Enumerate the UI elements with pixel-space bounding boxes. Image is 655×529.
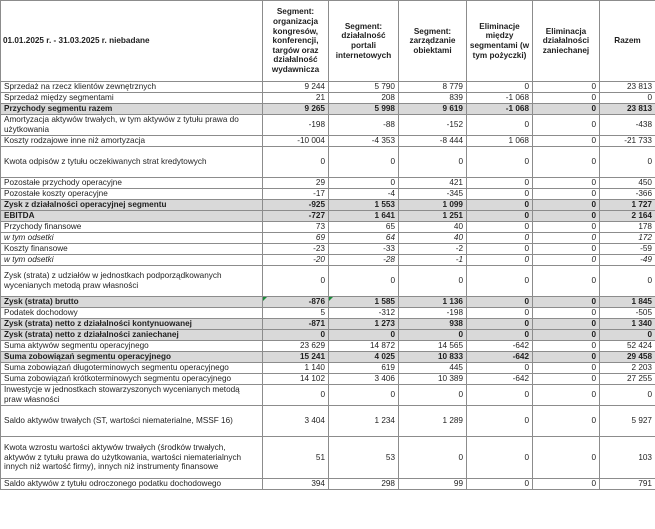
table-row [1, 266, 655, 297]
cell-eliminations: 0 [467, 178, 533, 189]
cell-discontinued: 0 [533, 406, 600, 437]
cell-facilities: 1 289 [399, 406, 467, 437]
cell-total: 1 727 [600, 200, 655, 211]
cell-portals: -4 353 [329, 136, 399, 147]
cell-eliminations: 0 [467, 266, 533, 297]
cell-eliminations: 0 [467, 82, 533, 93]
cell-portals: 0 [329, 385, 399, 406]
cell-portals: 0 [329, 147, 399, 178]
cell-eliminations: 0 [467, 200, 533, 211]
cell-portals: -4 [329, 189, 399, 200]
cell-discontinued: 0 [533, 136, 600, 147]
cell-events: -925 [263, 200, 329, 211]
table-row [1, 93, 655, 104]
cell-eliminations: 0 [467, 115, 533, 136]
cell-facilities: 1 099 [399, 200, 467, 211]
table-row [1, 479, 655, 490]
row-label: Inwestycje w jednostkach stowarzyszonych wycenianych metodą praw własności [1, 385, 263, 406]
cell-facilities: 938 [399, 319, 467, 330]
cell-portals: 0 [329, 178, 399, 189]
cell-events: 29 [263, 178, 329, 189]
row-label: Saldo aktywów z tytułu odroczonego podatku dochodowego [1, 479, 263, 490]
cell-total: 0 [600, 93, 655, 104]
cell-portals: -312 [329, 308, 399, 319]
cell-eliminations: 0 [467, 385, 533, 406]
table-row [1, 233, 655, 244]
cell-total: 2 164 [600, 211, 655, 222]
table-row [1, 211, 655, 222]
cell-facilities: 14 565 [399, 341, 467, 352]
cell-portals: 3 406 [329, 374, 399, 385]
cell-events: 0 [263, 266, 329, 297]
header-row [1, 1, 655, 82]
cell-events: 15 241 [263, 352, 329, 363]
cell-events: 51 [263, 437, 329, 479]
table-row [1, 104, 655, 115]
table-row [1, 189, 655, 200]
cell-total: 103 [600, 437, 655, 479]
cell-portals: 1 553 [329, 200, 399, 211]
period-header: 01.01.2025 r. - 31.03.2025 r. niebadane [1, 1, 263, 82]
cell-discontinued: 0 [533, 222, 600, 233]
cell-total: 0 [600, 266, 655, 297]
row-label: Suma zobowiązań segmentu operacyjnego [1, 352, 263, 363]
cell-facilities: 1 136 [399, 297, 467, 308]
cell-events: -23 [263, 244, 329, 255]
cell-facilities: -198 [399, 308, 467, 319]
cell-discontinued: 0 [533, 104, 600, 115]
cell-events: -871 [263, 319, 329, 330]
cell-portals: 0 [329, 330, 399, 341]
table-row [1, 82, 655, 93]
cell-events: 9 244 [263, 82, 329, 93]
table-row [1, 330, 655, 341]
table-row [1, 200, 655, 211]
row-label: Pozostałe przychody operacyjne [1, 178, 263, 189]
cell-discontinued: 0 [533, 82, 600, 93]
cell-discontinued: 0 [533, 200, 600, 211]
cell-discontinued: 0 [533, 363, 600, 374]
cell-facilities: 40 [399, 222, 467, 233]
cell-events: 21 [263, 93, 329, 104]
cell-eliminations: 1 068 [467, 136, 533, 147]
cell-events: 0 [263, 385, 329, 406]
cell-events: -198 [263, 115, 329, 136]
cell-eliminations: -1 068 [467, 104, 533, 115]
row-label: w tym odsetki [1, 233, 263, 244]
cell-events: -10 004 [263, 136, 329, 147]
row-label: Koszty rodzajowe inne niż amortyzacja [1, 136, 263, 147]
cell-eliminations: 0 [467, 147, 533, 178]
cell-facilities: 421 [399, 178, 467, 189]
row-label: Kwota odpisów z tytułu oczekiwanych strat kredytowych [1, 147, 263, 178]
row-label: Zysk (strata) z udziałów w jednostkach podporządkowanych wycenianych metodą praw własności [1, 266, 263, 297]
cell-events: 23 629 [263, 341, 329, 352]
cell-facilities: 445 [399, 363, 467, 374]
col-header-portals: Segment: działalność portali internetowych [329, 1, 399, 82]
cell-discontinued: 0 [533, 189, 600, 200]
cell-facilities: -2 [399, 244, 467, 255]
cell-facilities: -1 [399, 255, 467, 266]
cell-facilities: 0 [399, 147, 467, 178]
cell-discontinued: 0 [533, 341, 600, 352]
cell-eliminations: -642 [467, 374, 533, 385]
cell-total: 52 424 [600, 341, 655, 352]
cell-eliminations: 0 [467, 255, 533, 266]
cell-total: -505 [600, 308, 655, 319]
cell-eliminations: 0 [467, 308, 533, 319]
cell-events: -727 [263, 211, 329, 222]
cell-facilities: 10 833 [399, 352, 467, 363]
row-label: EBITDA [1, 211, 263, 222]
row-label: Podatek dochodowy [1, 308, 263, 319]
cell-portals: 5 998 [329, 104, 399, 115]
row-label: Zysk z działalności operacyjnej segmentu [1, 200, 263, 211]
cell-discontinued: 0 [533, 178, 600, 189]
row-label: Saldo aktywów trwałych (ST, wartości niematerialne, MSSF 16) [1, 406, 263, 437]
cell-portals: 4 025 [329, 352, 399, 363]
cell-total: 5 927 [600, 406, 655, 437]
cell-portals: 1 273 [329, 319, 399, 330]
cell-portals: 1 641 [329, 211, 399, 222]
cell-eliminations: 0 [467, 330, 533, 341]
cell-discontinued: 0 [533, 115, 600, 136]
table-row [1, 363, 655, 374]
cell-total: 1 340 [600, 319, 655, 330]
cell-total: 0 [600, 147, 655, 178]
cell-eliminations: 0 [467, 363, 533, 374]
cell-total: 29 458 [600, 352, 655, 363]
cell-eliminations: -642 [467, 352, 533, 363]
cell-portals: -33 [329, 244, 399, 255]
cell-facilities: 40 [399, 233, 467, 244]
cell-events: 5 [263, 308, 329, 319]
cell-events: 0 [263, 330, 329, 341]
row-label: Zysk (strata) netto z działalności zaniechanej [1, 330, 263, 341]
cell-facilities: 0 [399, 330, 467, 341]
cell-discontinued: 0 [533, 266, 600, 297]
cell-discontinued: 0 [533, 319, 600, 330]
cell-eliminations: 0 [467, 244, 533, 255]
cell-events: -17 [263, 189, 329, 200]
cell-portals: -88 [329, 115, 399, 136]
cell-eliminations: 0 [467, 437, 533, 479]
cell-total: 791 [600, 479, 655, 490]
cell-discontinued: 0 [533, 233, 600, 244]
row-label: Pozostałe koszty operacyjne [1, 189, 263, 200]
row-label: w tym odsetki [1, 255, 263, 266]
row-label: Zysk (strata) brutto [1, 297, 263, 308]
cell-facilities: 0 [399, 437, 467, 479]
cell-eliminations: 0 [467, 406, 533, 437]
col-header-events: Segment: organizacja kongresów, konferencji, targów oraz działalność wydawnicza [263, 1, 329, 82]
cell-eliminations: 0 [467, 319, 533, 330]
cell-eliminations: 0 [467, 211, 533, 222]
table-row [1, 255, 655, 266]
cell-portals: 53 [329, 437, 399, 479]
table-row [1, 147, 655, 178]
cell-portals: -28 [329, 255, 399, 266]
cell-discontinued: 0 [533, 93, 600, 104]
cell-eliminations: 0 [467, 233, 533, 244]
cell-total: 2 203 [600, 363, 655, 374]
cell-facilities: 9 619 [399, 104, 467, 115]
cell-discontinued: 0 [533, 255, 600, 266]
cell-total: -366 [600, 189, 655, 200]
table-row [1, 319, 655, 330]
cell-discontinued: 0 [533, 244, 600, 255]
cell-events: 9 265 [263, 104, 329, 115]
cell-events: 69 [263, 233, 329, 244]
cell-discontinued: 0 [533, 374, 600, 385]
cell-events: 3 404 [263, 406, 329, 437]
table-row [1, 374, 655, 385]
cell-portals: 1 234 [329, 406, 399, 437]
cell-total: -49 [600, 255, 655, 266]
cell-portals: 64 [329, 233, 399, 244]
table-row [1, 222, 655, 233]
cell-total: 0 [600, 385, 655, 406]
cell-facilities: 1 251 [399, 211, 467, 222]
row-label: Sprzedaż między segmentami [1, 93, 263, 104]
cell-portals: 14 872 [329, 341, 399, 352]
cell-total: 1 845 [600, 297, 655, 308]
cell-discontinued: 0 [533, 479, 600, 490]
col-header-discontinued: Eliminacja działalności zaniechanej [533, 1, 600, 82]
cell-discontinued: 0 [533, 352, 600, 363]
table-row [1, 178, 655, 189]
cell-events: -876 [263, 297, 329, 308]
cell-portals: 5 790 [329, 82, 399, 93]
cell-events: 14 102 [263, 374, 329, 385]
cell-total: 172 [600, 233, 655, 244]
cell-events: 73 [263, 222, 329, 233]
cell-portals: 208 [329, 93, 399, 104]
cell-eliminations: -1 068 [467, 93, 533, 104]
row-label: Zysk (strata) netto z działalności kontynuowanej [1, 319, 263, 330]
cell-events: 0 [263, 147, 329, 178]
cell-discontinued: 0 [533, 211, 600, 222]
cell-facilities: -152 [399, 115, 467, 136]
cell-facilities: 99 [399, 479, 467, 490]
cell-total: 178 [600, 222, 655, 233]
row-label: Przychody finansowe [1, 222, 263, 233]
cell-total: 0 [600, 330, 655, 341]
table-row [1, 352, 655, 363]
col-header-total: Razem [600, 1, 655, 82]
cell-discontinued: 0 [533, 308, 600, 319]
cell-discontinued: 0 [533, 437, 600, 479]
cell-eliminations: -642 [467, 341, 533, 352]
cell-events: 394 [263, 479, 329, 490]
row-label: Suma aktywów segmentu operacyjnego [1, 341, 263, 352]
cell-total: -59 [600, 244, 655, 255]
cell-total: 27 255 [600, 374, 655, 385]
cell-eliminations: 0 [467, 189, 533, 200]
table-row [1, 406, 655, 437]
cell-total: -21 733 [600, 136, 655, 147]
cell-total: 450 [600, 178, 655, 189]
cell-portals: 619 [329, 363, 399, 374]
cell-facilities: 10 389 [399, 374, 467, 385]
cell-discontinued: 0 [533, 147, 600, 178]
cell-portals: 65 [329, 222, 399, 233]
cell-eliminations: 0 [467, 222, 533, 233]
cell-discontinued: 0 [533, 330, 600, 341]
row-label: Sprzedaż na rzecz klientów zewnętrznych [1, 82, 263, 93]
cell-facilities: -8 444 [399, 136, 467, 147]
cell-total: 23 813 [600, 82, 655, 93]
table-row [1, 385, 655, 406]
cell-facilities: -345 [399, 189, 467, 200]
row-label: Suma zobowiązań krótkoterminowych segmentu operacyjnego [1, 374, 263, 385]
cell-facilities: 8 779 [399, 82, 467, 93]
table-row [1, 308, 655, 319]
table-row [1, 244, 655, 255]
cell-discontinued: 0 [533, 297, 600, 308]
cell-eliminations: 0 [467, 297, 533, 308]
row-label: Koszty finansowe [1, 244, 263, 255]
row-label: Kwota wzrostu wartości aktywów trwałych (środków trwałych, aktywów z tytułu prawa do użytkowania, wartości niematerialnych innych niż wartość firmy), innych niż instrumenty finansowe [1, 437, 263, 479]
table-row [1, 136, 655, 147]
row-label: Amortyzacja aktywów trwałych, w tym aktywów z tytułu prawa do użytkowania [1, 115, 263, 136]
table-row [1, 437, 655, 479]
table-row [1, 297, 655, 308]
cell-facilities: 0 [399, 266, 467, 297]
cell-events: 1 140 [263, 363, 329, 374]
row-label: Suma zobowiązań długoterminowych segmentu operacyjnego [1, 363, 263, 374]
row-label: Przychody segmentu razem [1, 104, 263, 115]
cell-total: -438 [600, 115, 655, 136]
cell-discontinued: 0 [533, 385, 600, 406]
cell-portals: 0 [329, 266, 399, 297]
col-header-facilities: Segment: zarządzanie obiektami [399, 1, 467, 82]
table-row [1, 341, 655, 352]
col-header-eliminations: Eliminacje między segmentami (w tym pożyczki) [467, 1, 533, 82]
cell-eliminations: 0 [467, 479, 533, 490]
cell-total: 23 813 [600, 104, 655, 115]
table-row [1, 115, 655, 136]
cell-portals: 298 [329, 479, 399, 490]
cell-facilities: 0 [399, 385, 467, 406]
cell-events: -20 [263, 255, 329, 266]
cell-facilities: 839 [399, 93, 467, 104]
cell-portals: 1 585 [329, 297, 399, 308]
